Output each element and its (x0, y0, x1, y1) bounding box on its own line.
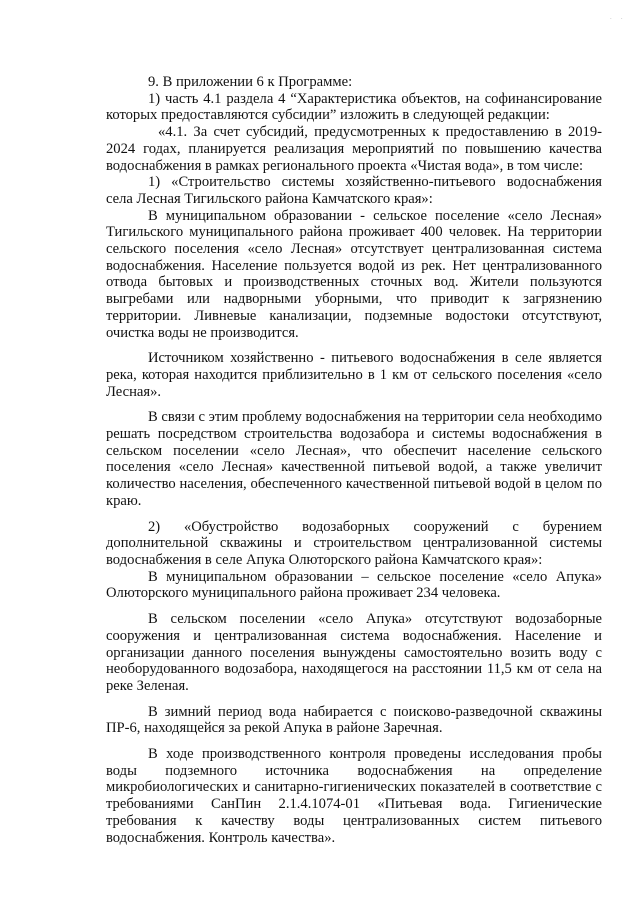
paragraph-lesnaya-description: В муниципальном образовании - сельское поселение «село Лесная» Тигильского муниципального района проживает 400 человек. На территории сельского поселения «село Лесная» отсутствует централизованная система водоснабжения. Население пользуется водой из рек. Нет централизованного отвода бытовых и производственных сточных вод. Жители пользуются выгребами или надворными уборными, что приводит к загрязнению территории. Ливневые канализации, подземные водостоки отсутствуют, очистка воды не производится. (106, 207, 602, 341)
scan-artifact-mark: · · (609, 14, 626, 23)
paragraph-lesnaya-solution: В связи с этим проблему водоснабжения на территории села необходимо решать посредством строительства водозабора и системы водоснабжения в сельском поселении «село Лесная», что обеспечит население сельского поселения «село Лесная» качественной питьевой водой, а также увеличит количество населения, обеспеченного качественной питьевой водой в целом по краю. (106, 409, 602, 509)
paragraph-apuka-control: В ходе производственного контроля проведены исследования пробы воды подземного источника водоснабжения на определение микробиологических и санитарно-гигиенических показателей в соответствие с требованиями СанПин 2.1.4.1074-01 «Питьевая вода. Гигиенические требования к качеству воды централизованных систем питьевого водоснабжения. Контроль качества». (106, 746, 602, 846)
paragraph-lesnaya-title: 1) «Строительство системы хозяйственно-питьевого водоснабжения села Лесная Тигильского района Камчатского края»: (106, 174, 602, 207)
paragraph-apuka-description: В сельском поселении «село Апука» отсутствуют водозаборные сооружения и централизованная система водоснабжения. Население и организации данного поселения вынуждены самостоятельно возить воду с необорудованного водозабора, находящегося на расстоянии 11,5 км от села на реке Зеленая. (106, 611, 602, 694)
paragraph-apuka-winter: В зимний период вода набирается с поисково-разведочной скважины ПР-6, находящейся за рекой Апука в районе Заречная. (106, 703, 602, 737)
paragraph-part-4-1: 1) часть 4.1 раздела 4 “Характеристика объектов, на софинансирование которых предоставляются субсидии” изложить в следующей редакции: (106, 90, 602, 124)
paragraph-lesnaya-source: Источником хозяйственно - питьевого водоснабжения в селе является река, которая находится приблизительно в 1 км от сельского поселения «село Лесная». (106, 350, 602, 400)
paragraph-item-9: 9. В приложении 6 к Программе: (148, 74, 353, 90)
paragraph-apuka-population: В муниципальном образовании – сельское поселение «село Апука» Олюторского муниципального района проживает 234 человека. (106, 568, 602, 602)
paragraph-quote-4-1: «4.1. За счет субсидий, предусмотренных к предоставлению в 2019-2024 годах, планируется реализация мероприятий по повышению качества водоснабжения в рамках регионального проекта «Чистая вода», в том числе: (106, 124, 602, 174)
paragraph-apuka-title: 2) «Обустройство водозаборных сооружений с бурением дополнительной скважины и строительством централизованной системы водоснабжения в селе Апука Олюторского района Камчатского края»: (106, 518, 602, 568)
